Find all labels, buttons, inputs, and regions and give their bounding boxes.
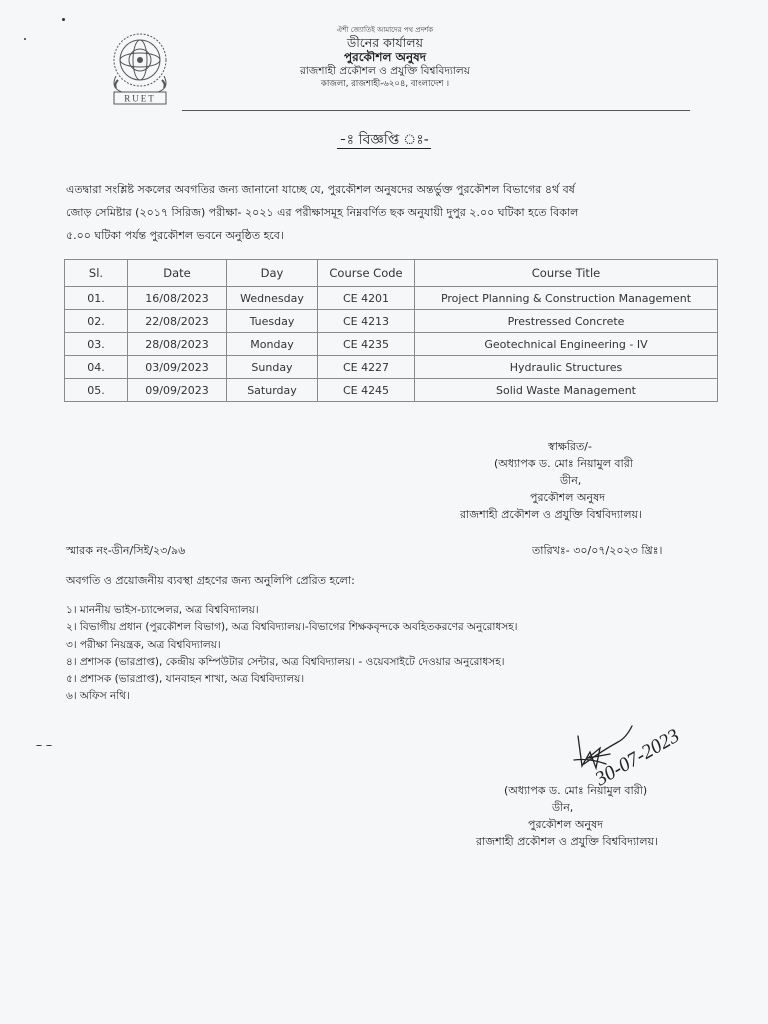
cell-course-title: Solid Waste Management [415,379,718,402]
signature-block-bottom [470,782,720,850]
table-row [65,379,718,402]
list-item: ২। বিভাগীয় প্রধান (পুরকৌশল বিভাগ), অত্র বিশ্ববিদ্যালয়।-বিভাগের শিক্ষকবৃন্দকে অবহিতকরণের অনুরোধসহ। [66,621,518,634]
memo-number: স্মারক নং-ডীন/সিই/২৩/৯৬ [66,544,186,557]
signatory-name: (অধ্যাপক ড. মোঃ নিয়ামুল বারী) [504,784,648,797]
cell-sl: 04. [65,356,128,379]
table-row [65,310,718,333]
logo-text: RUET [124,93,156,104]
cell-day: Sunday [227,356,318,379]
memo-date: তারিখঃ- ৩০/০৭/২০২৩ খ্রিঃ। [532,544,663,557]
cell-sl: 05. [65,379,128,402]
signatory-title: ডীন, [560,474,582,487]
faculty-name: পুরকৌশল অনুষদ [343,50,427,65]
letterhead [240,26,530,89]
table-row [65,333,718,356]
body-line: জোড় সেমিষ্টার (২০১৭ সিরিজ) পরীক্ষা- ২০২১ এর পরীক্ষাসমূহ নিম্নবর্ণিত ছক অনুযায়ী দুপুর ২.০০ ঘটিকা হতে বিকাল [66,206,579,219]
col-header-day: Day [227,260,318,287]
signatory-name: (অধ্যাপক ড. মোঃ নিয়ামুল বারী [494,457,633,470]
cell-date: 22/08/2023 [128,310,227,333]
list-item: ৪। প্রশাসক (ভারপ্রাপ্ত), কেন্দ্রীয় কম্পিউটার সেন্টার, অত্র বিশ্ববিদ্যালয়। - ওয়েবসাইটে দেওয়ার অনুরোধসহ। [66,655,505,668]
cell-date: 16/08/2023 [128,287,227,310]
col-header-date: Date [128,260,227,287]
scan-speck [24,38,26,40]
cell-course-code: CE 4245 [318,379,415,402]
cell-day: Saturday [227,379,318,402]
exam-schedule-table [64,259,718,402]
header-divider [182,110,690,111]
signatory-university: রাজশাহী প্রকৌশল ও প্রযুক্তি বিশ্ববিদ্যালয়। [476,835,658,848]
cell-course-title: Hydraulic Structures [415,356,718,379]
table-row [65,356,718,379]
cell-day: Tuesday [227,310,318,333]
notice-title [0,128,768,152]
col-header-sl: Sl. [65,260,128,287]
cell-day: Wednesday [227,287,318,310]
list-item: ১। মাননীয় ভাইস-চ্যান্সেলর, অত্র বিশ্ববিদ্যালয়। [66,604,259,616]
list-item: ৩। পরীক্ষা নিয়ন্ত্রক, অত্র বিশ্ববিদ্যালয়। [66,638,221,651]
scan-speck [46,745,52,746]
signatory-university: রাজশাহী প্রকৌশল ও প্রযুক্তি বিশ্ববিদ্যালয়। [460,508,642,521]
body-line: ৫.০০ ঘটিকা পর্যন্ত পুরকৌশল ভবনে অনুষ্ঠিত হবে। [66,229,284,242]
motto: ঐশী জ্যোতিই আমাদের পথ প্রদর্শক [336,26,434,34]
cell-date: 28/08/2023 [128,333,227,356]
cell-course-code: CE 4227 [318,356,415,379]
scan-speck [36,745,42,746]
cell-sl: 01. [65,287,128,310]
signed-label: স্বাক্ষরিত/- [548,440,592,453]
signatory-faculty: পুরকৌশল অনুষদ [530,491,605,504]
list-item: ৫। প্রশাসক (ভারপ্রাপ্ত), যানবাহন শাখা, অত্র বিশ্ববিদ্যালয়। [66,673,305,686]
table-header-row [65,260,718,287]
handwritten-date: 30-07-2023 [591,724,684,791]
cell-course-code: CE 4201 [318,287,415,310]
university-name: রাজশাহী প্রকৌশল ও প্রযুক্তি বিশ্ববিদ্যালয় [300,65,470,78]
cell-date: 09/09/2023 [128,379,227,402]
col-header-course-title: Course Title [415,260,718,287]
scan-speck [62,18,65,21]
cell-sl: 03. [65,333,128,356]
address: কাজলা, রাজশাহী-৬২০৪, বাংলাদেশ । [320,78,450,89]
distribution-list [66,602,518,706]
cell-course-code: CE 4235 [318,333,415,356]
cell-course-title: Prestressed Concrete [415,310,718,333]
table-row [65,287,718,310]
cell-day: Monday [227,333,318,356]
list-item: ৬। অফিস নথি। [66,690,130,703]
cell-course-code: CE 4213 [318,310,415,333]
signatory-title: ডীন, [552,801,574,814]
distribution-intro: অবগতি ও প্রয়োজনীয় ব্যবস্থা গ্রহণের জন্য অনুলিপি প্রেরিত হলো: [66,574,355,587]
cell-course-title: Project Planning & Construction Management [415,287,718,310]
ruet-logo-icon [100,30,182,106]
signatory-faculty: পুরকৌশল অনুষদ [528,818,603,831]
office-name: ডীনের কার্যালয় [347,34,423,50]
body-line: এতদ্বারা সংশ্লিষ্ট সকলের অবগতির জন্য জানানো যাচ্ছে যে, পুরকৌশল অনুষদের অন্তর্ভুক্ত পুরকৌশল বিভাগের ৪র্থ বর্ষ [66,183,575,196]
col-header-course-code: Course Code [318,260,415,287]
cell-date: 03/09/2023 [128,356,227,379]
cell-sl: 02. [65,310,128,333]
signature-block-top [450,438,700,523]
notice-body [66,178,718,247]
notice-title-text: -ঃ বিজ্ঞপ্তি ঃ- [339,132,429,148]
cell-course-title: Geotechnical Engineering - IV [415,333,718,356]
